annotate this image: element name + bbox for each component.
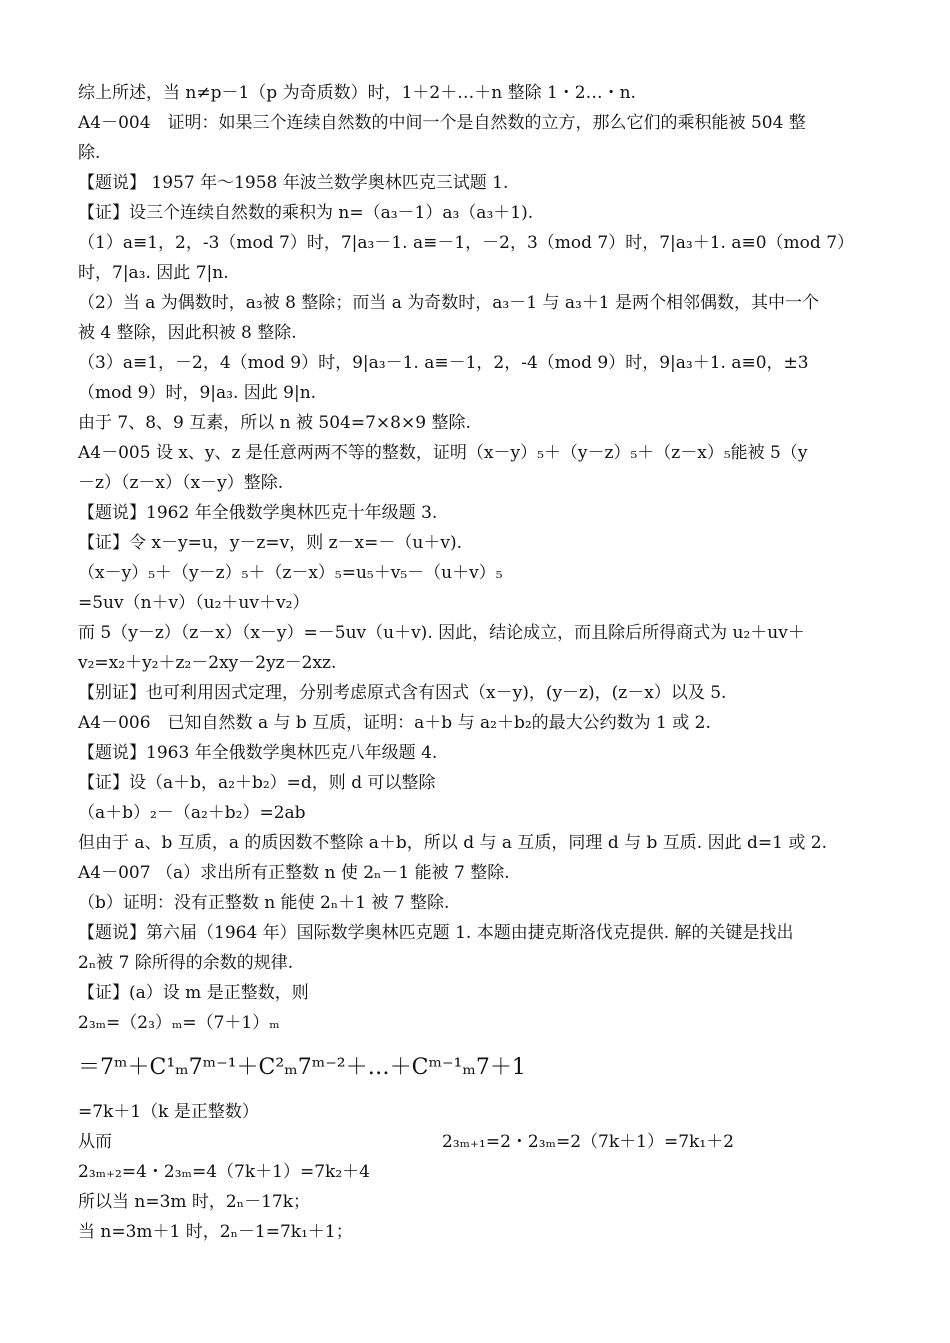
text-line: 综上所述，当 n≠p－1（p 为奇质数）时，1＋2＋…＋n 整除 1・2…・n. bbox=[78, 83, 636, 103]
text-line: A4－004 证明：如果三个连续自然数的中间一个是自然数的立方，那么它们的乘积能被 504 整 bbox=[78, 113, 806, 133]
text-line: A4－007 （a）求出所有正整数 n 使 2ₙ－1 能被 7 整除. bbox=[78, 863, 510, 883]
text-line: 所以当 n=3m 时，2ₙ－17k； bbox=[78, 1192, 311, 1212]
text-line: A4－006 已知自然数 a 与 b 互质，证明：a＋b 与 a₂＋b₂的最大公约数为 1 或 2. bbox=[78, 713, 711, 733]
text-line: 而 5（y－z）（z－x）（x－y）=－5uv（u＋v). 因此，结论成立，而且除后所得商式为 u₂＋uv＋ bbox=[78, 623, 805, 643]
text-line: 由于 7、8、9 互素，所以 n 被 504=7×8×9 整除. bbox=[78, 413, 471, 433]
text-line: 【证】设三个连续自然数的乘积为 n=（a₃－1）a₃（a₃＋1). bbox=[78, 203, 534, 223]
text-line: 当 n=3m＋1 时，2ₙ－1=7k₁＋1； bbox=[78, 1222, 353, 1242]
text-line: 【别证】也可利用因式定理，分别考虑原式含有因式（x－y)，(y－z)，(z－x）以及 5. bbox=[78, 683, 727, 703]
text-line: =7k＋1（k 是正整数） bbox=[78, 1102, 259, 1122]
text-line: －z）（z－x）（x－y）整除. bbox=[78, 473, 284, 493]
text-line: A4－005 设 x、y、z 是任意两两不等的整数，证明（x－y）₅＋（y－z）₅＋（z－x）₅能被 5（y bbox=[78, 443, 808, 463]
text-line: 从而 bbox=[78, 1132, 112, 1152]
text-line: 2₃ₘ₊₂=4・2₃ₘ=4（7k＋1）=7k₂＋4 bbox=[78, 1162, 370, 1182]
text-line: （mod 9）时，9|a₃. 因此 9|n. bbox=[78, 383, 317, 403]
text-line: =5uv（n＋v）（u₂＋uv＋v₂） bbox=[78, 593, 310, 613]
text-line: 【题说】第六届（1964 年）国际数学奥林匹克题 1. 本题由捷克斯洛伐克提供. 解的关键是找出 bbox=[78, 923, 794, 943]
text-line: 【证】设（a＋b，a₂＋b₂）=d，则 d 可以整除 bbox=[78, 773, 436, 793]
text-line: 【证】(a）设 m 是正整数，则 bbox=[78, 983, 309, 1003]
text-line: （x－y）₅＋（y－z）₅＋（z－x）₅=u₅＋v₅－（u＋v）₅ bbox=[78, 563, 503, 583]
text-line: 【题说】1962 年全俄数学奥林匹克十年级题 3. bbox=[78, 503, 438, 523]
text-line: v₂=x₂＋y₂＋z₂－2xy－2yz－2xz. bbox=[78, 653, 337, 673]
text-line: 【证】令 x－y=u，y－z=v，则 z－x=－（u＋v). bbox=[78, 533, 462, 553]
text-line: （b）证明：没有正整数 n 能使 2ₙ＋1 被 7 整除. bbox=[78, 893, 450, 913]
text-line: （1）a≡1，2，-3（mod 7）时，7|a₃－1. a≡－1，－2，3（mod 7）时，7|a₃＋1. a≡0（mod 7） bbox=[78, 233, 855, 253]
text-line: 【题说】 1957 年～1958 年波兰数学奥林匹克三试题 1. bbox=[78, 173, 509, 193]
text-line: 【题说】1963 年全俄数学奥林匹克八年级题 4. bbox=[78, 743, 438, 763]
text-line: 2₃ₘ=（2₃）ₘ=（7＋1）ₘ bbox=[78, 1013, 280, 1033]
right-aligned-expression: 2₃ₘ₊₁=2・2₃ₘ=2（7k＋1）=7k₁＋2 bbox=[442, 1132, 734, 1152]
text-line: 时，7|a₃. 因此 7|n. bbox=[78, 263, 229, 283]
binomial-expansion-formula: ＝7ᵐ＋C¹ₘ7ᵐ⁻¹＋C²ₘ7ᵐ⁻²＋…＋Cᵐ⁻¹ₘ7＋1 bbox=[78, 1055, 526, 1080]
text-line: 但由于 a、b 互质，a 的质因数不整除 a＋b，所以 d 与 a 互质，同理 d 与 b 互质. 因此 d=1 或 2. bbox=[78, 833, 827, 853]
text-line: 被 4 整除，因此积被 8 整除. bbox=[78, 323, 297, 343]
text-line: （a＋b）₂－（a₂＋b₂）=2ab bbox=[78, 803, 306, 823]
text-line: 除. bbox=[78, 143, 101, 163]
text-line: （2）当 a 为偶数时，a₃被 8 整除；而当 a 为奇数时，a₃－1 与 a₃＋1 是两个相邻偶数，其中一个 bbox=[78, 293, 820, 313]
text-line: （3）a≡1，－2，4（mod 9）时，9|a₃－1. a≡－1，2，-4（mod 9）时，9|a₃＋1. a≡0，±3 bbox=[78, 353, 809, 373]
text-line: 2ₙ被 7 除所得的余数的规律. bbox=[78, 953, 294, 973]
